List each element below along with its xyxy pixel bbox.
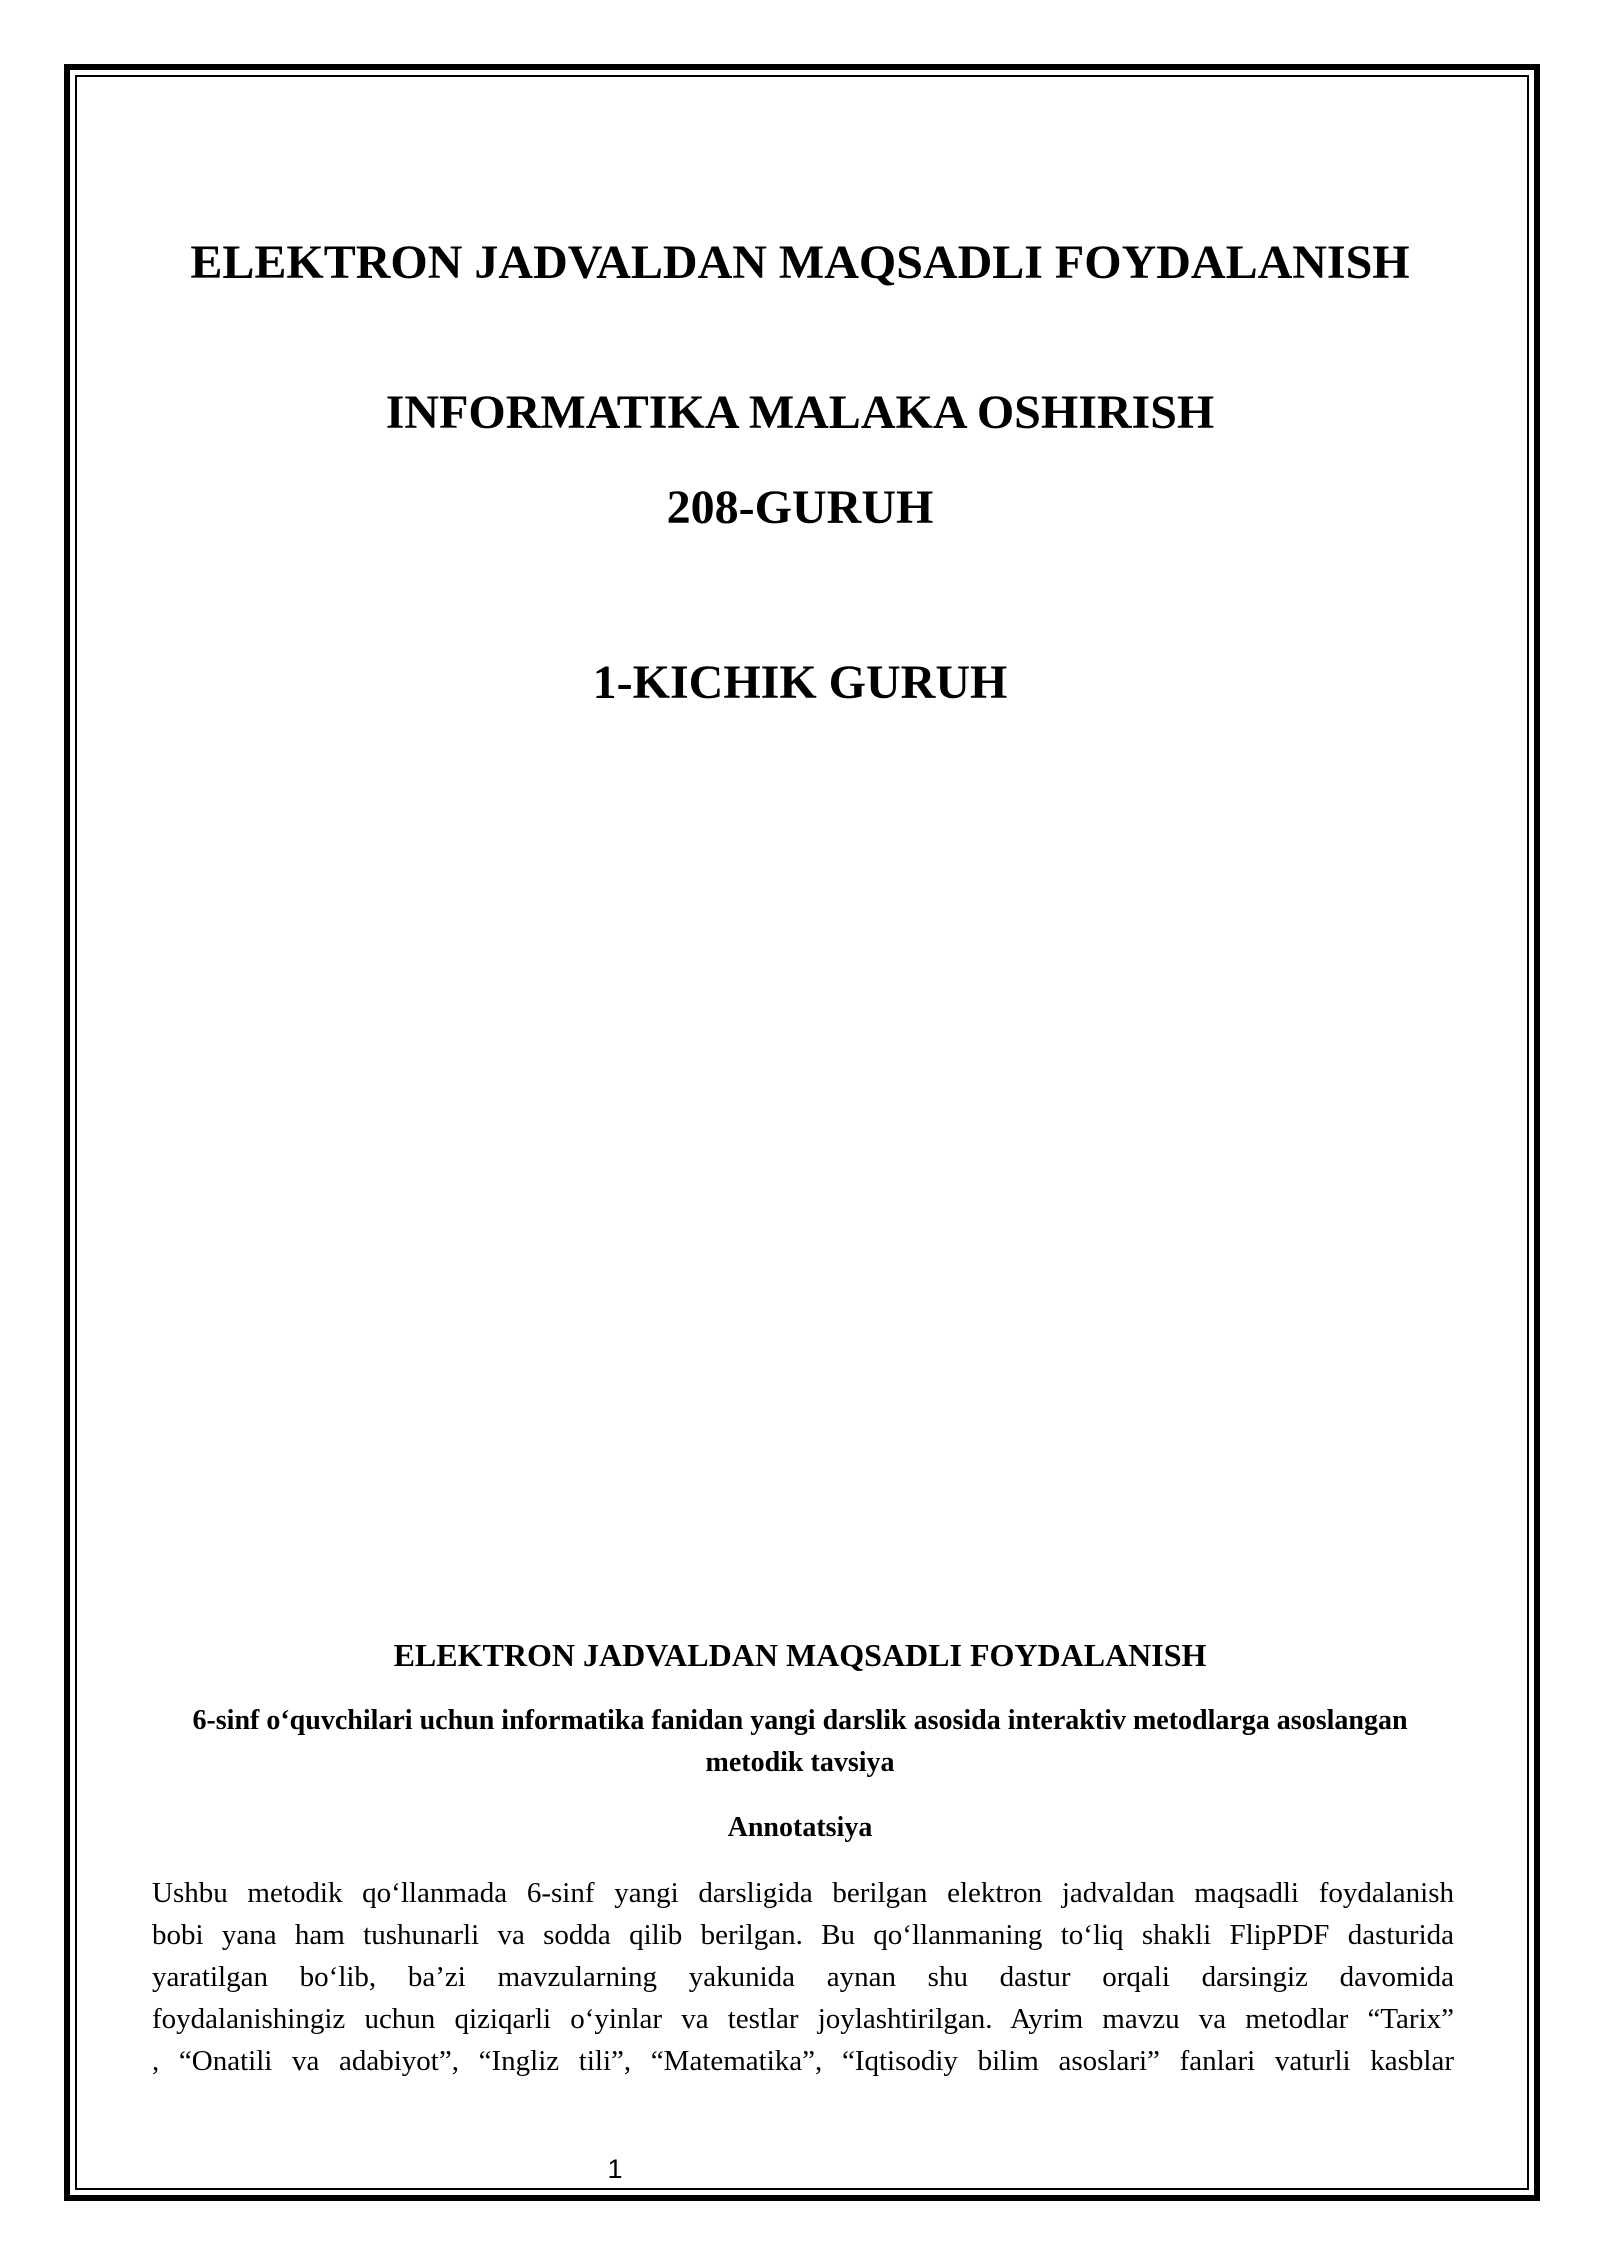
annotation-paragraph (152, 1872, 1454, 2082)
cover-group: 208-GURUH (666, 481, 934, 534)
page-number: 1 (607, 2154, 623, 2184)
cover-title: ELEKTRON JADVALDAN MAQSADLI FOYDALANISH (190, 236, 1410, 289)
section-subheading: 6-sinf o‘quvchilari uchun informatika fanidan yangi darslik asosida interaktiv metodlarga asoslangan metodik tavsiya (192, 1705, 1408, 1778)
paragraph-line: , “Onatili va adabiyot”, “Ingliz tili”, “Matematika”, “Iqtisodiy bilim asoslari” fanlari vaturli kasblar (152, 2045, 1454, 2077)
paragraph-line: foydalanishingiz uchun qiziqarli o‘yinlar va testlar joylashtirilgan. Ayrim mavzu va metodlar “Tarix” (152, 2003, 1454, 2035)
cover-course: INFORMATIKA MALAKA OSHIRISH (385, 386, 1215, 439)
section-heading: ELEKTRON JADVALDAN MAQSADLI FOYDALANISH (393, 1637, 1207, 1673)
annotation-label: Annotatsiya (727, 1812, 873, 1843)
paragraph-line: Ushbu metodik qo‘llanmada 6-sinf yangi darsligida berilgan elektron jadvaldan maqsadli foydalanish (152, 1877, 1454, 1909)
paragraph-line: yaratilgan bo‘lib, ba’zi mavzularning yakunida aynan shu dastur orqali darsingiz davomida (152, 1961, 1454, 1993)
paragraph-line: bobi yana ham tushunarli va sodda qilib berilgan. Bu qo‘llanmaning to‘liq shakli FlipPDF dasturida (152, 1919, 1454, 1951)
cover-subgroup: 1-KICHIK GURUH (592, 656, 1008, 709)
